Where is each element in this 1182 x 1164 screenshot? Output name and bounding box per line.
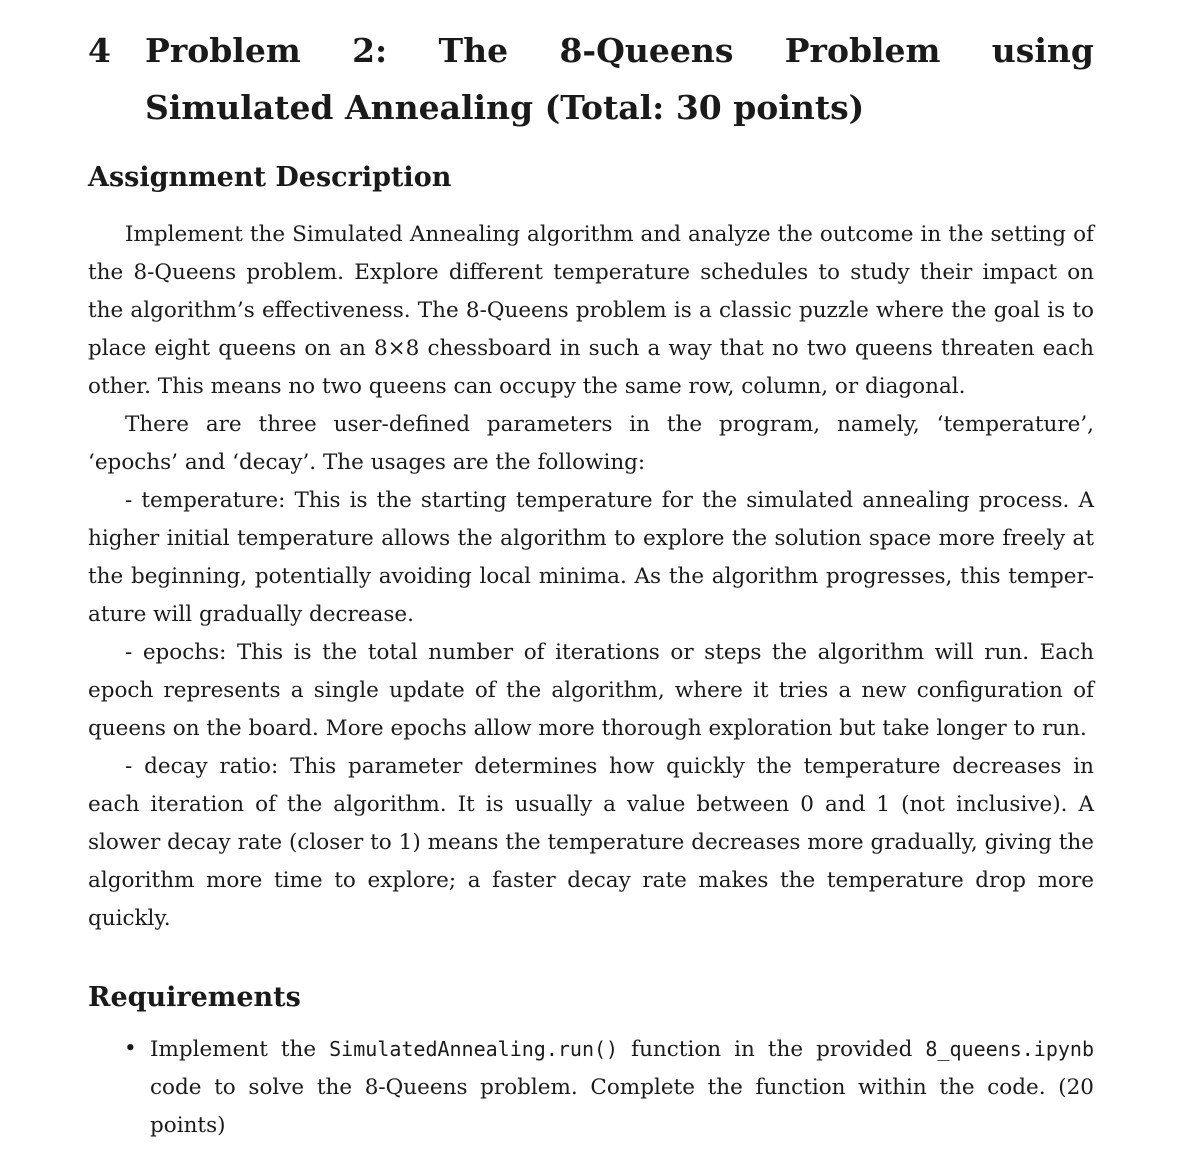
requirement-text: Implement the	[150, 1037, 330, 1062]
section-title: Problem 2: The 8-Queens Problem using Simulated Annealing (Total: 30 points)	[145, 31, 1094, 127]
bullet-icon: •	[124, 1036, 137, 1061]
paragraph-intro: Implement the Simulated Annealing algorithm and analyze the outcome in the setting of the 8-Queens problem. Explore different temperature schedules to study their impact on the algorithm’s effectiveness. The 8-Queens problem is a classic puzzle where the goal is to place eight queens on an 8×8 chessboard in such a way that no two queens threaten each other. This means no two queens can occupy the same row, column, or diagonal.	[88, 222, 1094, 399]
section-number: 4	[88, 31, 111, 70]
section-heading	[88, 22, 1094, 136]
assignment-description-heading: Assignment Description	[88, 162, 452, 193]
requirement-text: code to solve the 8-Queens problem. Complete the function within the code. (20 points)	[150, 1075, 1094, 1138]
code-function-name: SimulatedAnnealing.run()	[329, 1037, 619, 1061]
requirements-list	[88, 1030, 1094, 1145]
document-page	[88, 22, 1094, 1145]
requirement-text: function in the provided	[618, 1037, 926, 1062]
paragraph-epochs: - epochs: This is the total number of iterations or steps the algorithm will run. Each epoch represents a single update of the algorithm, where it tries a new configuration of queens on the board. More epochs allow more thorough exploration but take longer to run.	[88, 640, 1094, 741]
paragraph-decay: - decay ratio: This parameter determines how quickly the temperature decreases in each iteration of the algorithm. It is usually a value between 0 and 1 (not inclusive). A slower decay rate (closer to 1) means the temperature decreases more gradually, giving the algorithm more time to explore; a faster decay rate makes the temperature drop more quickly.	[88, 754, 1094, 931]
requirements-heading: Requirements	[88, 982, 301, 1013]
paragraph-temperature: - temperature: This is the starting temperature for the simulated annealing process. A higher initial temperature allows the algorithm to explore the solution space more freely at the beginning, potentially avoiding local minima. As the algorithm progresses, this temperature will gradually decrease.	[88, 488, 1094, 627]
paragraph-parameters: There are three user-defined parameters in the program, namely, ‘temperature’, ‘epochs’ and ‘decay’. The usages are the following:	[88, 412, 1094, 475]
list-item	[88, 1030, 1094, 1145]
code-file-name: 8_queens.ipynb	[925, 1037, 1094, 1061]
